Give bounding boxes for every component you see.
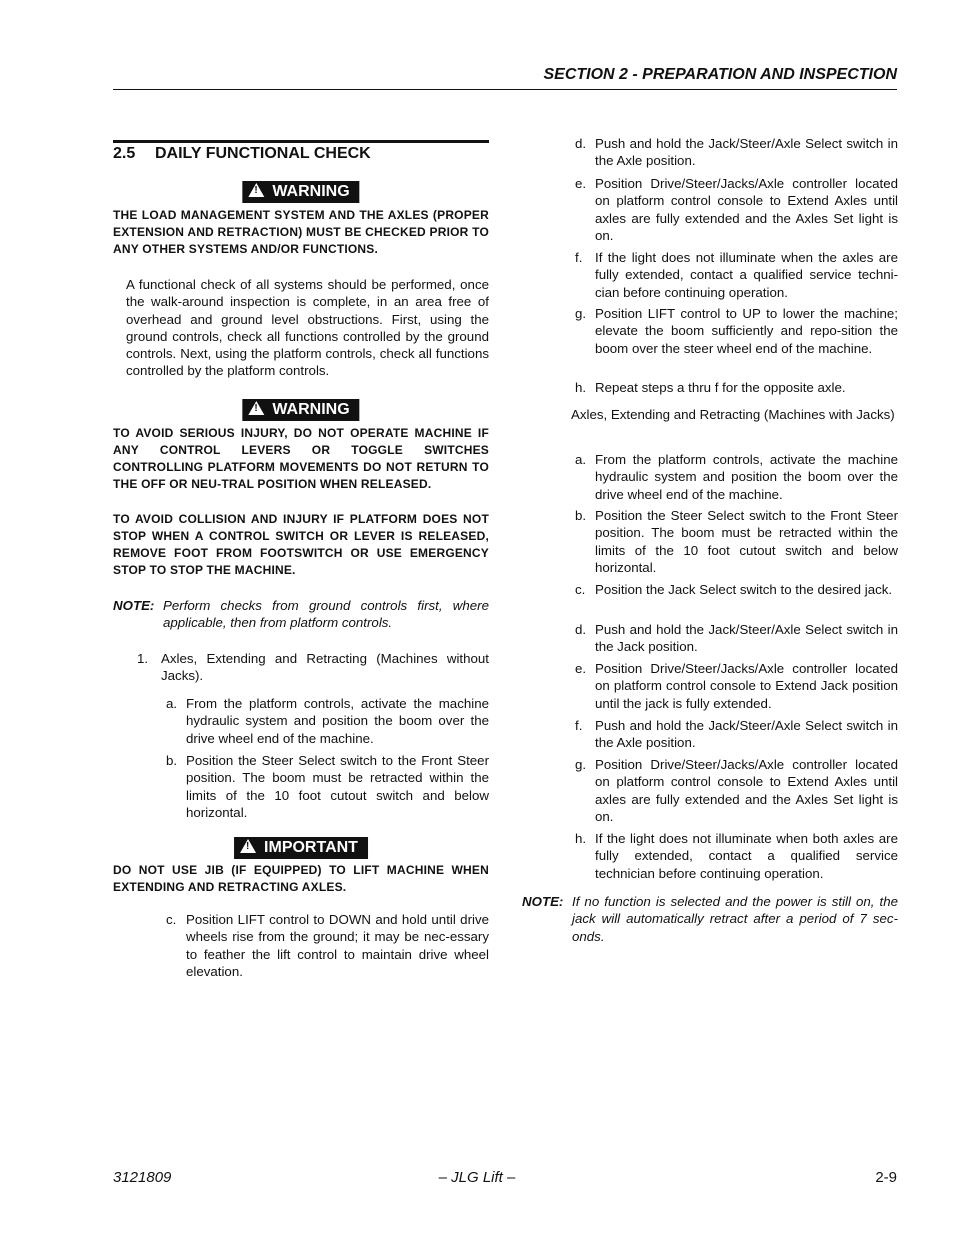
- footer-doc-number: 3121809: [113, 1169, 172, 1186]
- list-marker: a.: [166, 696, 178, 711]
- warning-triangle-icon: !: [248, 401, 264, 415]
- warning-text-collision: TO AVOID COLLISION AND INJURY IF PLATFORM DOES NOT STOP WHEN A CONTROL SWITCH OR LEVER IS RELEASED, REMOVE FOOT FROM FOOTSWITCH OR USE EMERGENCY STOP TO STOP THE MACHINE.: [113, 512, 489, 577]
- list-marker: b.: [575, 508, 587, 523]
- warning-badge: [242, 181, 359, 203]
- list-text: Push and hold the Jack/Steer/Axle Select switch in the Jack position.: [595, 622, 898, 655]
- list-text: Position the Jack Select switch to the desired jack.: [595, 582, 893, 597]
- warning-text-injury: TO AVOID SERIOUS INJURY, DO NOT OPERATE MACHINE IF ANY CONTROL LEVERS OR TOGGLE SWITCHES CONTROLLING PLATFORM MOVEMENTS DO NOT RETURN TO THE OFF OR NEU-TRAL POSITION WHEN RELEASED.: [113, 426, 489, 491]
- section-rule: [113, 140, 489, 143]
- note-label: NOTE:: [522, 894, 564, 909]
- list-item: [575, 507, 898, 576]
- list-item: [575, 621, 898, 656]
- list-text: Push and hold the Jack/Steer/Axle Select switch in the Axle position.: [595, 718, 898, 751]
- list-item: [575, 717, 898, 752]
- list-item: [575, 830, 898, 882]
- list-text: Position the Steer Select switch to the Front Steer position. The boom must be retracted within the limits of the 10 foot cutout switch and below horizontal.: [595, 508, 898, 575]
- list-marker: b.: [166, 753, 178, 768]
- note-text: Perform checks from ground controls first, where applicable, then from platform controls.: [163, 598, 489, 631]
- list-marker: c.: [575, 582, 586, 597]
- list-item: [575, 249, 898, 301]
- warning-badge-2: [242, 399, 359, 421]
- list-text: Push and hold the Jack/Steer/Axle Select switch in the Axle position.: [595, 136, 898, 169]
- note-label: NOTE:: [113, 598, 155, 613]
- list-item: [166, 752, 489, 821]
- list-item: [575, 379, 898, 396]
- list-marker: f.: [575, 250, 583, 265]
- section-header: SECTION 2 - PREPARATION AND INSPECTION: [543, 66, 897, 83]
- list-marker: f.: [575, 718, 583, 733]
- list-text: If the light does not illuminate when both axles are fully extended, contact a qualified service technician before continuing operation.: [595, 831, 898, 881]
- note-text: If no function is selected and the power is still on, the jack will automatically retract after a period of 7 sec-onds.: [572, 894, 898, 944]
- note-block: [522, 893, 898, 945]
- list-marker: a.: [575, 452, 587, 467]
- list-text: Position LIFT control to DOWN and hold until drive wheels rise from the ground; it may be nec-essary to feather the lift control to maintain drive wheel elevation.: [186, 912, 489, 979]
- list-marker: e.: [575, 176, 587, 191]
- intro-paragraph: A functional check of all systems should be performed, once the walk-around inspection is complete, in an area free of overhead and ground level obstructions. First, using the ground controls, check all functions controlled by the ground controls. Next, using the platform controls, check all functions controlled by the platform controls.: [126, 277, 489, 379]
- warning-triangle-icon: !: [248, 183, 264, 197]
- list-marker: e.: [575, 661, 587, 676]
- important-badge: [234, 837, 368, 859]
- list-marker: h.: [575, 380, 587, 395]
- list-item: [575, 305, 898, 357]
- warning-triangle-icon: !: [240, 839, 256, 853]
- list-item: [575, 175, 898, 244]
- list-item: [575, 451, 898, 503]
- list-marker: g.: [575, 306, 587, 321]
- list-marker: 1.: [137, 651, 149, 666]
- section-title-text: DAILY FUNCTIONAL CHECK: [155, 145, 371, 162]
- list-item: [575, 135, 898, 170]
- warning-label: WARNING: [272, 401, 350, 418]
- warning-text: THE LOAD MANAGEMENT SYSTEM AND THE AXLES (PROPER EXTENSION AND RETRACTION) MUST BE CHECKED PRIOR TO ANY OTHER SYSTEMS AND/OR FUNCTIONS.: [113, 208, 489, 256]
- header-rule: [113, 89, 897, 90]
- list-text: Position LIFT control to UP to lower the machine; elevate the boom sufficiently and repo-sition the boom over the steer wheel end of the machine.: [595, 306, 898, 356]
- important-label: IMPORTANT: [264, 839, 358, 856]
- list-item: [575, 756, 898, 825]
- list-marker: g.: [575, 757, 587, 772]
- list-item: [575, 581, 898, 598]
- footer-page-number: 2-9: [875, 1169, 897, 1186]
- list-text: Position Drive/Steer/Jacks/Axle controller located on platform control console to Extend Axles until axles are fully extended and the Axles Set light is on.: [595, 176, 898, 243]
- list-item: [166, 695, 489, 747]
- list-marker: d.: [575, 622, 587, 637]
- list-text: Repeat steps a thru f for the opposite axle.: [595, 380, 846, 395]
- list-marker: d.: [575, 136, 587, 151]
- list-text: Position Drive/Steer/Jacks/Axle controller located on platform control console to Extend Jack position until the jack is fully extended.: [595, 661, 898, 711]
- list-text: Position Drive/Steer/Jacks/Axle controller located on platform control console to Extend Axles until axles are fully extended and the Axles Set light is on.: [595, 757, 898, 824]
- important-text: DO NOT USE JIB (IF EQUIPPED) TO LIFT MACHINE WHEN EXTENDING AND RETRACTING AXLES.: [113, 863, 489, 894]
- list-marker: h.: [575, 831, 587, 846]
- list-text: From the platform controls, activate the machine hydraulic system and position the boom over the drive wheel end of the machine.: [186, 696, 489, 746]
- list-text: From the platform controls, activate the machine hydraulic system and position the boom over the drive wheel end of the machine.: [595, 452, 898, 502]
- jacks-heading: Axles, Extending and Retracting (Machines with Jacks): [571, 407, 895, 422]
- list-text: Axles, Extending and Retracting (Machines without Jacks).: [161, 651, 489, 684]
- note-block: [113, 597, 489, 632]
- warning-label: WARNING: [272, 183, 350, 200]
- list-marker: c.: [166, 912, 177, 927]
- footer-center: – JLG Lift –: [438, 1169, 516, 1186]
- list-item: [166, 911, 489, 980]
- list-item: [575, 660, 898, 712]
- section-number: 2.5: [113, 145, 136, 162]
- section-title: [113, 145, 371, 162]
- list-item: [137, 650, 489, 685]
- list-text: If the light does not illuminate when the axles are fully extended, contact a qualified service techni-cian before continuing operation.: [595, 250, 898, 300]
- list-text: Position the Steer Select switch to the Front Steer position. The boom must be retracted within the limits of the 10 foot cutout switch and below horizontal.: [186, 753, 489, 820]
